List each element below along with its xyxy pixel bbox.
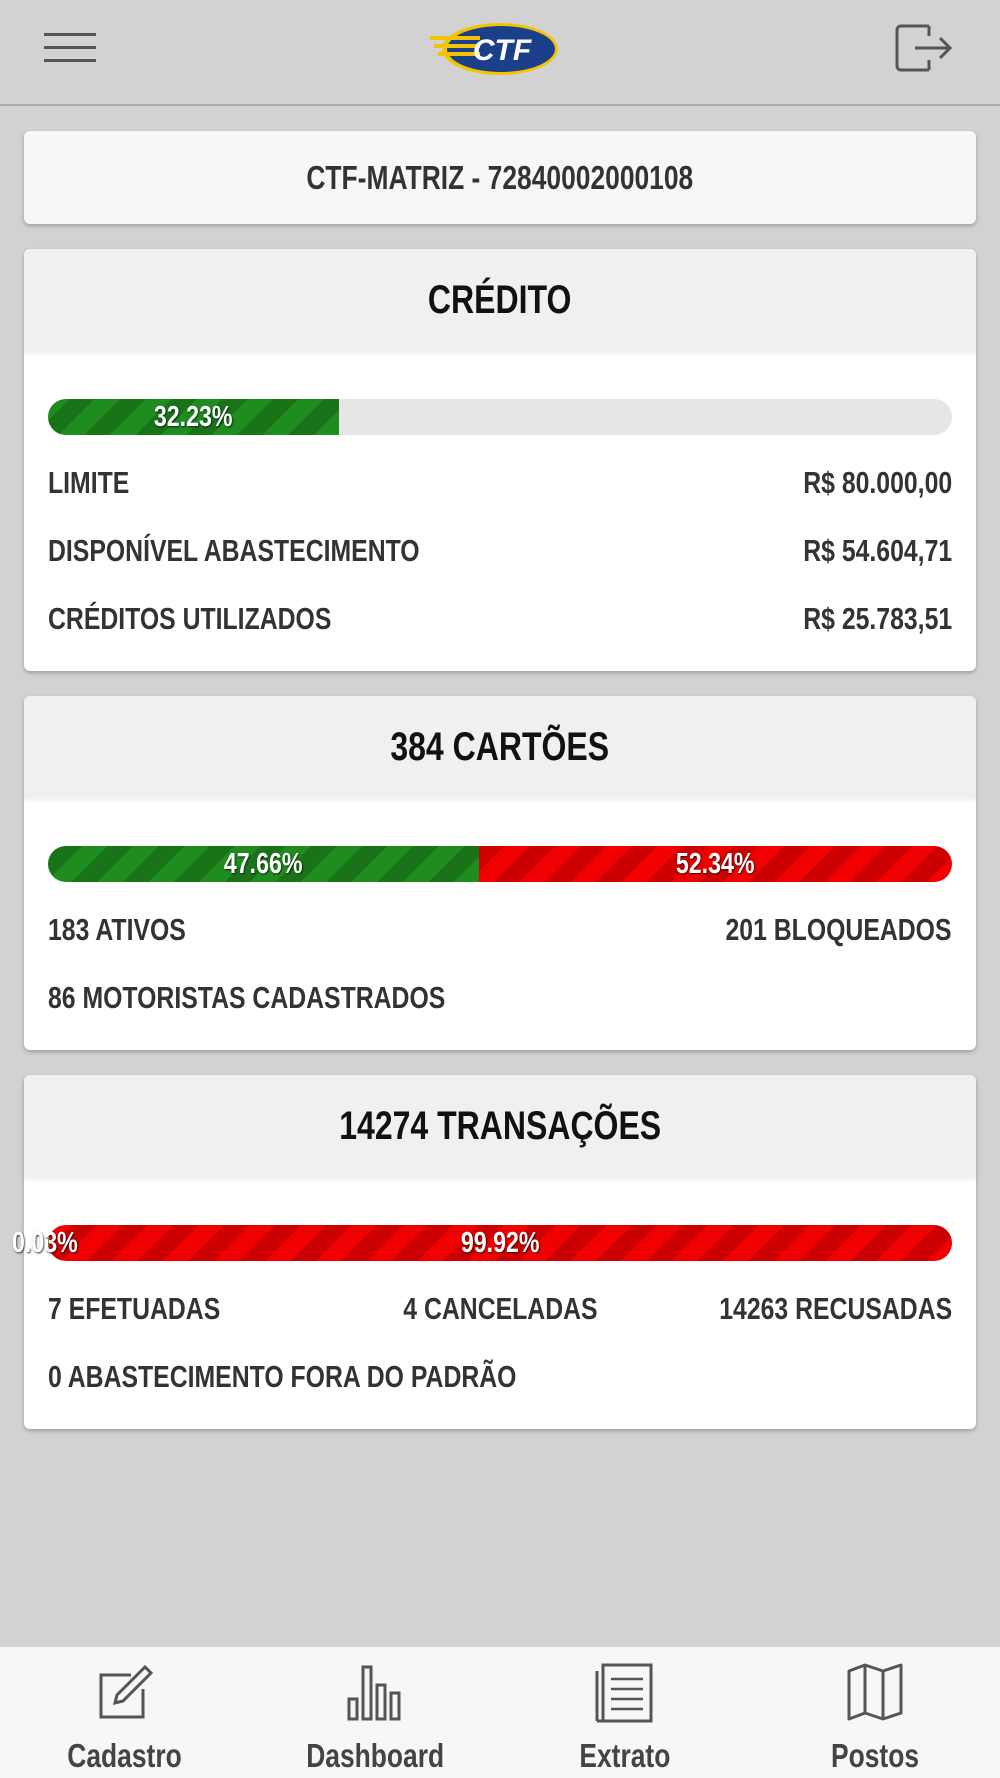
edit-icon <box>95 1663 155 1723</box>
company-card[interactable] <box>24 131 976 224</box>
nav-extrato[interactable] <box>500 1647 750 1778</box>
nav-dashboard[interactable] <box>250 1647 500 1778</box>
cards-header <box>24 696 976 798</box>
bloqueados-count: 201 BLOQUEADOS <box>725 912 952 947</box>
disponivel-label: DISPONÍVEL ABASTECIMENTO <box>48 533 420 568</box>
credit-used-percent: 32.23% <box>154 400 233 433</box>
cards-active-percent: 47.66% <box>224 847 303 880</box>
top-bar <box>0 0 1000 106</box>
bottom-nav <box>0 1647 1000 1778</box>
cards-blocked-percent: 52.34% <box>676 847 755 880</box>
cards-progress-bar <box>48 846 952 882</box>
cards-blocked-segment <box>479 846 952 882</box>
transactions-progress-bar <box>48 1225 952 1261</box>
credit-row-disponivel <box>48 531 952 571</box>
disponivel-value: R$ 54.604,71 <box>803 533 952 568</box>
cards-active-segment <box>48 846 479 882</box>
nav-dashboard-label: Dashboard <box>306 1737 444 1774</box>
motoristas-count: 86 MOTORISTAS CADASTRADOS <box>48 980 446 1015</box>
cards-title: 384 CARTÕES <box>390 724 610 769</box>
svg-text:CTF: CTF <box>472 34 532 67</box>
canceladas-count: 4 CANCELADAS <box>402 1291 598 1326</box>
credit-progress-bar <box>48 399 952 435</box>
transactions-header <box>24 1075 976 1177</box>
nav-cadastro[interactable] <box>0 1647 250 1778</box>
map-icon <box>845 1663 905 1723</box>
limite-value: R$ 80.000,00 <box>803 465 952 500</box>
ativos-count: 183 ATIVOS <box>48 912 186 947</box>
document-icon <box>595 1663 655 1723</box>
transactions-recusadas-segment <box>49 1225 952 1261</box>
limite-label: LIMITE <box>48 465 130 500</box>
recusadas-count: 14263 RECUSADAS <box>719 1291 952 1326</box>
transactions-title: 14274 TRANSAÇÕES <box>339 1103 661 1148</box>
menu-icon[interactable] <box>44 30 96 66</box>
transactions-efetuadas-percent: 0.03% <box>12 1226 78 1259</box>
transactions-recusadas-percent: 99.92% <box>461 1226 540 1259</box>
nav-cadastro-label: Cadastro <box>67 1737 183 1774</box>
transactions-efetuadas-percent-wrap <box>12 1225 94 1261</box>
company-label: CTF-MATRIZ - 72840002000108 <box>306 158 694 196</box>
logout-icon[interactable] <box>895 22 953 74</box>
efetuadas-count: 7 EFETUADAS <box>48 1291 221 1326</box>
utilizados-value: R$ 25.783,51 <box>803 601 952 636</box>
credit-title: CRÉDITO <box>428 277 572 322</box>
motoristas-row <box>48 978 952 1018</box>
nav-postos[interactable] <box>750 1647 1000 1778</box>
utilizados-label: CRÉDITOS UTILIZADOS <box>48 601 332 636</box>
credit-row-limite <box>48 463 952 503</box>
credit-card <box>24 249 976 671</box>
ctf-logo <box>430 20 560 78</box>
credit-row-utilizados <box>48 599 952 639</box>
fora-padrao-row <box>48 1357 952 1397</box>
cards-card <box>24 696 976 1050</box>
credit-header <box>24 249 976 351</box>
cards-status-row <box>48 910 952 950</box>
credit-used-segment <box>48 399 339 435</box>
transactions-status-row <box>48 1289 952 1329</box>
nav-postos-label: Postos <box>830 1737 920 1774</box>
fora-padrao-count: 0 ABASTECIMENTO FORA DO PADRÃO <box>48 1359 517 1394</box>
transactions-card <box>12 1075 976 1429</box>
nav-extrato-label: Extrato <box>579 1737 671 1774</box>
bar-chart-icon <box>345 1663 405 1723</box>
